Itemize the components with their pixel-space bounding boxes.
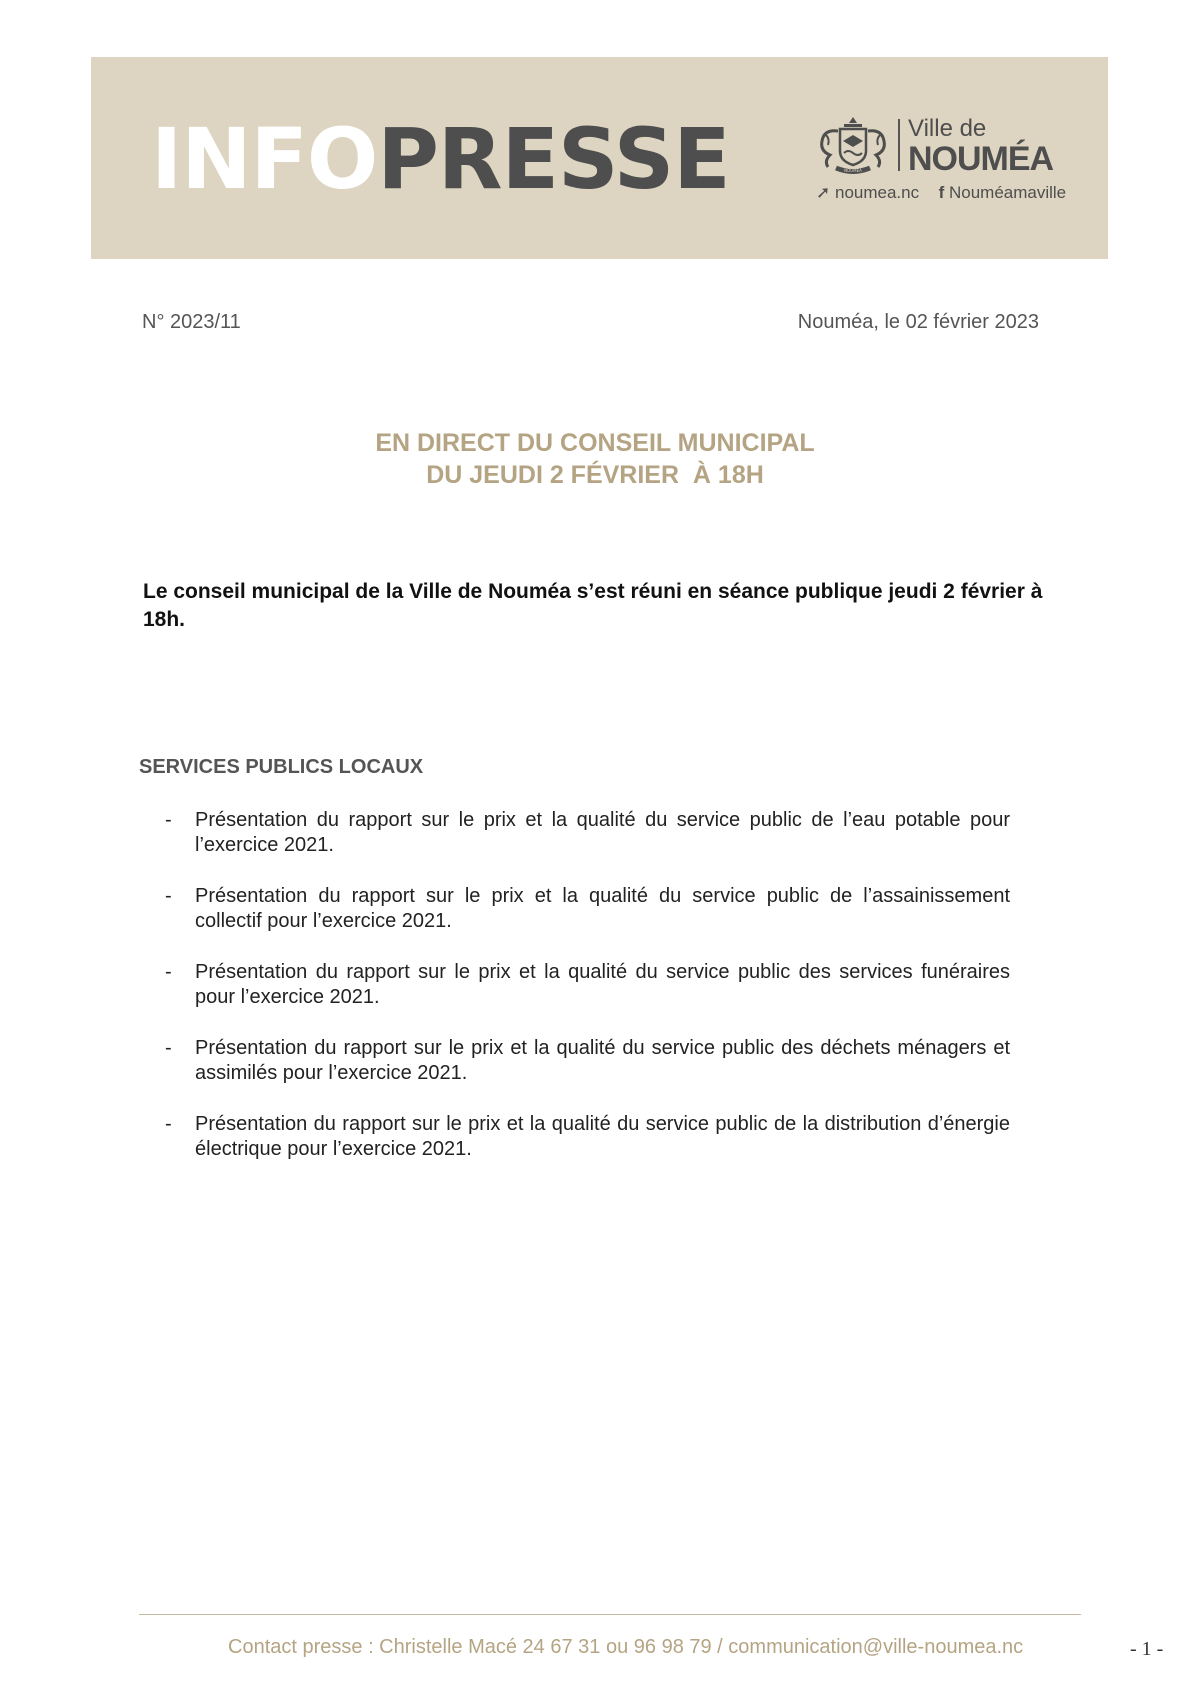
website-link[interactable]: noumea.nc <box>834 183 920 202</box>
list-item-text: Présentation du rapport sur le prix et la qualité du service public des services funéraires pour l’exercice 2021. <box>195 961 1010 1008</box>
facebook-link[interactable]: Nouméamaville <box>948 183 1067 202</box>
document-title-line-1: EN DIRECT DU CONSEIL MUNICIPAL <box>375 429 815 457</box>
list-item-text: Présentation du rapport sur le prix et la qualité du service public de la distribution d’énergie électrique pour l’exercice 2021. <box>195 1113 1010 1160</box>
bullet-dash: - <box>165 885 172 907</box>
ville-de-noumea-logo <box>816 115 1067 205</box>
list-item-text: Présentation du rapport sur le prix et la qualité du service public de l’assainissement collectif pour l’exercice 2021. <box>195 885 1010 932</box>
list-item <box>165 1112 1010 1162</box>
footer-contact: Contact presse : Christelle Macé 24 67 31 ou 96 98 79 / communication@ville-noumea.nc <box>228 1636 1024 1658</box>
bullet-dash: - <box>165 1037 172 1059</box>
press-release-date: Nouméa, le 02 février 2023 <box>797 311 1039 333</box>
brand-word-presse: PRESSE <box>377 110 730 208</box>
bullet-dash: - <box>165 961 172 983</box>
logo-links <box>816 183 1066 203</box>
facebook-icon: f <box>938 183 945 202</box>
page-number: - 1 - <box>1130 1638 1164 1660</box>
send-arrow-icon: ➚ <box>816 183 831 202</box>
list-item <box>165 884 1010 934</box>
city-seal-icon <box>816 115 890 175</box>
bullet-dash: - <box>165 809 172 831</box>
list-item <box>165 960 1010 1010</box>
list-item-text: Présentation du rapport sur le prix et la qualité du service public des déchets ménagers et assimilés pour l’exercice 2021. <box>195 1037 1010 1084</box>
press-release-number: N° 2023/11 <box>142 311 241 333</box>
brand-word-info: INFO <box>151 110 378 208</box>
brand-logo <box>151 110 730 208</box>
lead-paragraph: Le conseil municipal de la Ville de Nouméa s’est réuni en séance publique jeudi 2 février à 18h. <box>143 580 1043 631</box>
agenda-list <box>165 808 1010 1188</box>
seal-ribbon-text: NOUMÉA <box>844 168 862 173</box>
logo-noumea: NOUMÉA <box>908 140 1054 178</box>
list-item <box>165 808 1010 858</box>
document-title-line-2: DU JEUDI 2 FÉVRIER À 18H <box>426 461 764 489</box>
list-item-text: Présentation du rapport sur le prix et la qualité du service public de l’eau potable pour l’exercice 2021. <box>195 809 1010 856</box>
bullet-dash: - <box>165 1113 172 1135</box>
logo-ville-de: Ville de <box>908 115 987 142</box>
footer-divider <box>139 1614 1081 1615</box>
list-item <box>165 1036 1010 1086</box>
header-banner <box>91 57 1108 259</box>
section-heading: SERVICES PUBLICS LOCAUX <box>139 756 424 778</box>
logo-divider <box>898 119 900 171</box>
